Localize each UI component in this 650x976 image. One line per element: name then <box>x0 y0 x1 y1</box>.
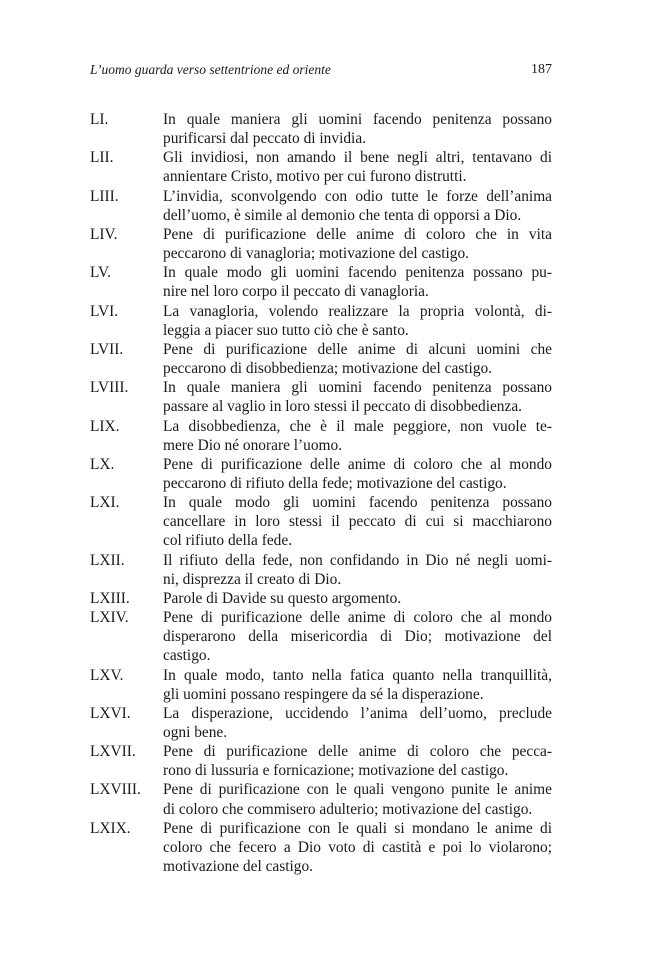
toc-entry <box>90 819 552 876</box>
chapter-summary <box>163 378 552 416</box>
toc-entry <box>90 340 552 378</box>
summary-line: dell’uomo, è simile al demonio che tenta di opporsi a Dio. <box>163 206 522 224</box>
chapter-summary <box>163 742 552 780</box>
chapter-summary <box>163 704 552 742</box>
summary-line: La disperazione, uccidendo l’anima dell’uomo, preclude <box>163 704 552 722</box>
toc-entry <box>90 148 552 186</box>
chapter-summary <box>163 263 552 301</box>
summary-line: nire nel loro corpo il peccato di vanagloria. <box>163 283 429 301</box>
summary-line: Pene di purificazione delle anime di coloro che al mondo <box>163 609 552 627</box>
toc-entry <box>90 263 552 301</box>
toc-entry <box>90 666 552 704</box>
chapter-numeral: LXIII. <box>90 589 130 607</box>
chapter-numeral: LIII. <box>90 187 119 205</box>
chapter-summary <box>163 302 552 340</box>
summary-line: Il rifiuto della fede, non confidando in Dio né negli uomi- <box>163 551 552 569</box>
chapter-numeral: LXI. <box>90 494 120 512</box>
toc-entry <box>90 378 552 416</box>
chapter-numeral: LXVI. <box>90 704 131 722</box>
chapter-summary <box>163 551 552 589</box>
summary-line: col rifiuto della fede. <box>163 532 293 550</box>
summary-line: La disobbedienza, che è il male peggiore, non vuole te- <box>163 417 552 435</box>
chapter-summary <box>163 666 552 704</box>
chapter-summary <box>163 225 552 263</box>
chapter-numeral: LVI. <box>90 302 119 320</box>
summary-line: mere Dio né onorare l’uomo. <box>163 436 343 454</box>
chapter-numeral: LVII. <box>90 340 124 358</box>
summary-line: annientare Cristo, motivo per cui furono distrutti. <box>163 168 467 186</box>
chapter-numeral: LV. <box>90 264 111 282</box>
toc-entry <box>90 110 552 148</box>
summary-line: coloro che fecero a Dio voto di castità e poi lo violarono; <box>163 838 552 856</box>
summary-line: In quale modo gli uomini facendo penitenza possano <box>163 494 552 512</box>
chapter-numeral: LX. <box>90 455 115 473</box>
toc-entry <box>90 225 552 263</box>
chapter-summary <box>163 187 552 225</box>
summary-line: peccarono di rifiuto della fede; motivazione del castigo. <box>163 474 507 492</box>
chapter-summary <box>163 780 552 818</box>
summary-line: cancellare in loro stessi il peccato di cui si macchiarono <box>163 513 552 531</box>
chapter-summary <box>163 608 552 665</box>
toc-entry <box>90 589 552 608</box>
chapter-summary <box>163 148 552 186</box>
summary-line: castigo. <box>163 647 211 665</box>
summary-line: L’invidia, sconvolgendo con odio tutte le forze dell’anima <box>163 187 552 205</box>
chapter-summary <box>163 493 552 550</box>
toc-entry <box>90 417 552 455</box>
chapter-numeral: LIX. <box>90 417 120 435</box>
summary-line: rono di lussuria e fornicazione; motivazione del castigo. <box>163 762 509 780</box>
chapter-numeral: LVIII. <box>90 379 129 397</box>
summary-line: peccarono di disobbedienza; motivazione del castigo. <box>163 360 493 378</box>
summary-line: In quale maniera gli uomini facendo penitenza possano <box>163 111 552 128</box>
summary-line: leggia a piacer suo tutto ciò che è santo. <box>163 321 409 339</box>
toc-entry <box>90 780 552 818</box>
summary-line: Parole di Davide su questo argomento. <box>163 589 402 607</box>
toc-entry <box>90 551 552 589</box>
page-number: 187 <box>531 62 552 77</box>
summary-line: Pene di purificazione delle anime di alcuni uomini che <box>163 340 552 358</box>
chapter-summary <box>163 110 552 148</box>
chapter-numeral: LXII. <box>90 551 125 569</box>
toc-entry <box>90 608 552 665</box>
toc-entry <box>90 187 552 225</box>
summary-line: Pene di purificazione con le quali si mondano le anime di <box>163 819 552 837</box>
summary-line: peccarono di vanagloria; motivazione del castigo. <box>163 245 469 263</box>
chapter-numeral: LII. <box>90 149 114 167</box>
chapter-numeral: LXVIII. <box>90 781 141 799</box>
summary-line: motivazione del castigo. <box>163 858 314 876</box>
running-title: L’uomo guarda verso settentrione ed oriente <box>90 62 331 77</box>
summary-line: Pene di purificazione delle anime di coloro che pecca- <box>163 743 552 761</box>
chapter-summary <box>163 589 552 608</box>
summary-line: La vanagloria, volendo realizzare la propria volontà, di- <box>163 302 552 320</box>
summary-line: Pene di purificazione con le quali vengono punite le anime <box>163 781 552 799</box>
chapter-summary <box>163 417 552 455</box>
chapter-numeral: LXVII. <box>90 743 136 761</box>
summary-line: purificarsi dal peccato di invidia. <box>163 130 366 148</box>
table-of-contents <box>90 110 552 876</box>
toc-entry <box>90 493 552 550</box>
summary-line: Gli invidiosi, non amando il bene negli altri, tentavano di <box>163 149 552 167</box>
running-head <box>90 60 552 80</box>
summary-line: passare al vaglio in loro stessi il peccato di disobbedienza. <box>163 398 523 416</box>
summary-line: di coloro che commisero adulterio; motivazione del castigo. <box>163 800 533 818</box>
chapter-numeral: LXV. <box>90 666 124 684</box>
summary-line: In quale modo, tanto nella fatica quanto nella tranquillità, <box>163 666 552 684</box>
summary-line: gli uomini possano respingere da sé la disperazione. <box>163 685 484 703</box>
chapter-summary <box>163 819 552 876</box>
chapter-summary <box>163 455 552 493</box>
chapter-summary <box>163 340 552 378</box>
toc-entry <box>90 455 552 493</box>
toc-entry <box>90 704 552 742</box>
summary-line: disperarono della misericordia di Dio; motivazione del <box>163 628 552 646</box>
summary-line: ogni bene. <box>163 724 228 741</box>
summary-line: ni, disprezza il creato di Dio. <box>163 570 342 588</box>
summary-line: In quale modo gli uomini facendo penitenza possano pu- <box>163 264 552 282</box>
chapter-numeral: LI. <box>90 111 109 128</box>
summary-line: In quale maniera gli uomini facendo penitenza possano <box>163 379 552 397</box>
chapter-numeral: LXIV. <box>90 609 129 627</box>
chapter-numeral: LXIX. <box>90 819 131 837</box>
summary-line: Pene di purificazione delle anime di coloro che al mondo <box>163 455 552 473</box>
summary-line: Pene di purificazione delle anime di coloro che in vita <box>163 225 552 243</box>
toc-entry <box>90 742 552 780</box>
chapter-numeral: LIV. <box>90 225 118 243</box>
toc-entry <box>90 302 552 340</box>
